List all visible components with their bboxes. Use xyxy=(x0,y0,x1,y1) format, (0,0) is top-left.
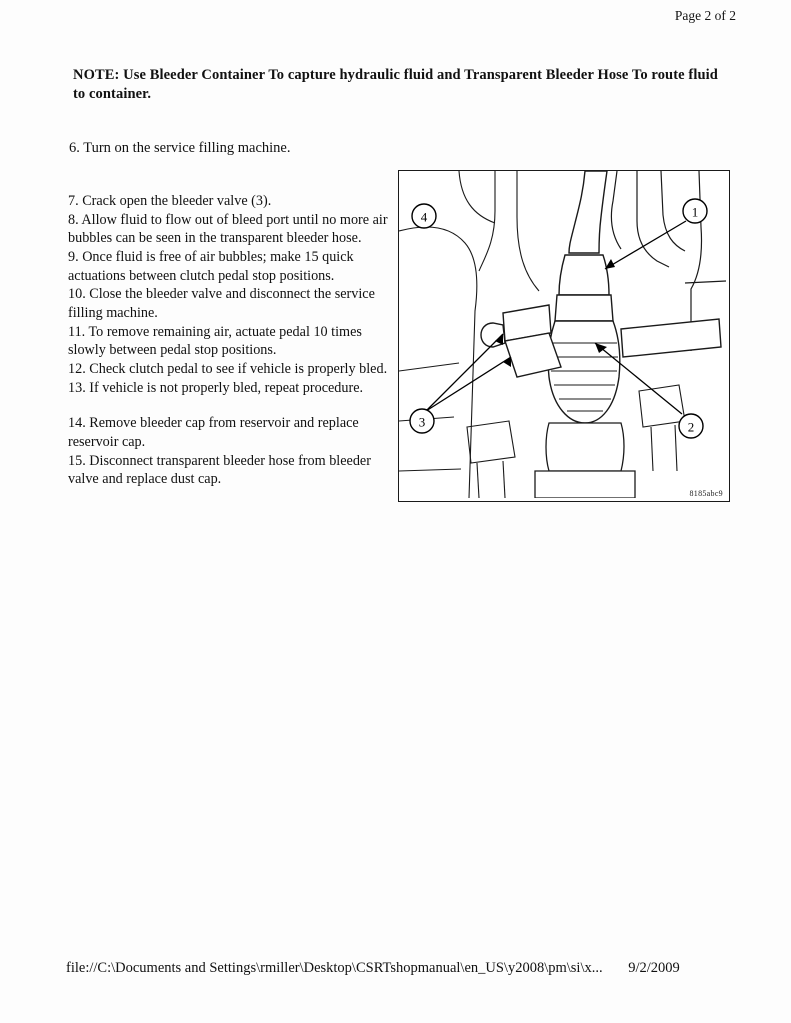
figure-callout-1: 1 xyxy=(691,204,699,220)
steps-list xyxy=(68,192,398,489)
figure-code: 8185abc9 xyxy=(689,489,723,498)
step-8: 8. Allow fluid to flow out of bleed port until no more air bubbles can be seen in the transparent bleeder hose. xyxy=(68,211,388,247)
figure-callout-3: 3 xyxy=(418,414,426,430)
step-13: 13. If vehicle is not properly bled, repeat procedure. xyxy=(68,379,364,396)
step-11: 11. To remove remaining air, actuate pedal 10 times slowly between pedal stop positions. xyxy=(68,323,362,359)
note-paragraph: NOTE: Use Bleeder Container To capture hydraulic fluid and Transparent Bleeder Hose To route fluid to container. xyxy=(73,67,718,103)
figure-callout-4: 4 xyxy=(420,209,428,225)
figure-clutch-bleeding-illustration xyxy=(398,170,730,502)
footer xyxy=(66,960,746,977)
footer-date: 9/2/2009 xyxy=(628,960,680,976)
figure-callout-2: 2 xyxy=(687,419,695,435)
page-number: Page 2 of 2 xyxy=(674,8,736,23)
step-14: 14. Remove bleeder cap from reservoir and replace reservoir cap. xyxy=(68,415,359,451)
step-7: 7. Crack open the bleeder valve (3). xyxy=(68,193,272,209)
footer-file-path: file://C:\Documents and Settings\rmiller\Desktop\CSRTshopmanual\en_US\y2008\pm\si\x... xyxy=(66,960,603,976)
step-9: 9. Once fluid is free of air bubbles; make 15 quick actuations between clutch pedal stop positions. xyxy=(68,249,354,284)
step-12: 12. Check clutch pedal to see if vehicle is properly bled. xyxy=(68,361,388,378)
step-6: 6. Turn on the service filling machine. xyxy=(69,140,291,156)
step-10: 10. Close the bleeder valve and disconnect the service filling machine. xyxy=(68,286,375,322)
step-15: 15. Disconnect transparent bleeder hose from bleeder valve and replace dust cap. xyxy=(68,452,371,488)
